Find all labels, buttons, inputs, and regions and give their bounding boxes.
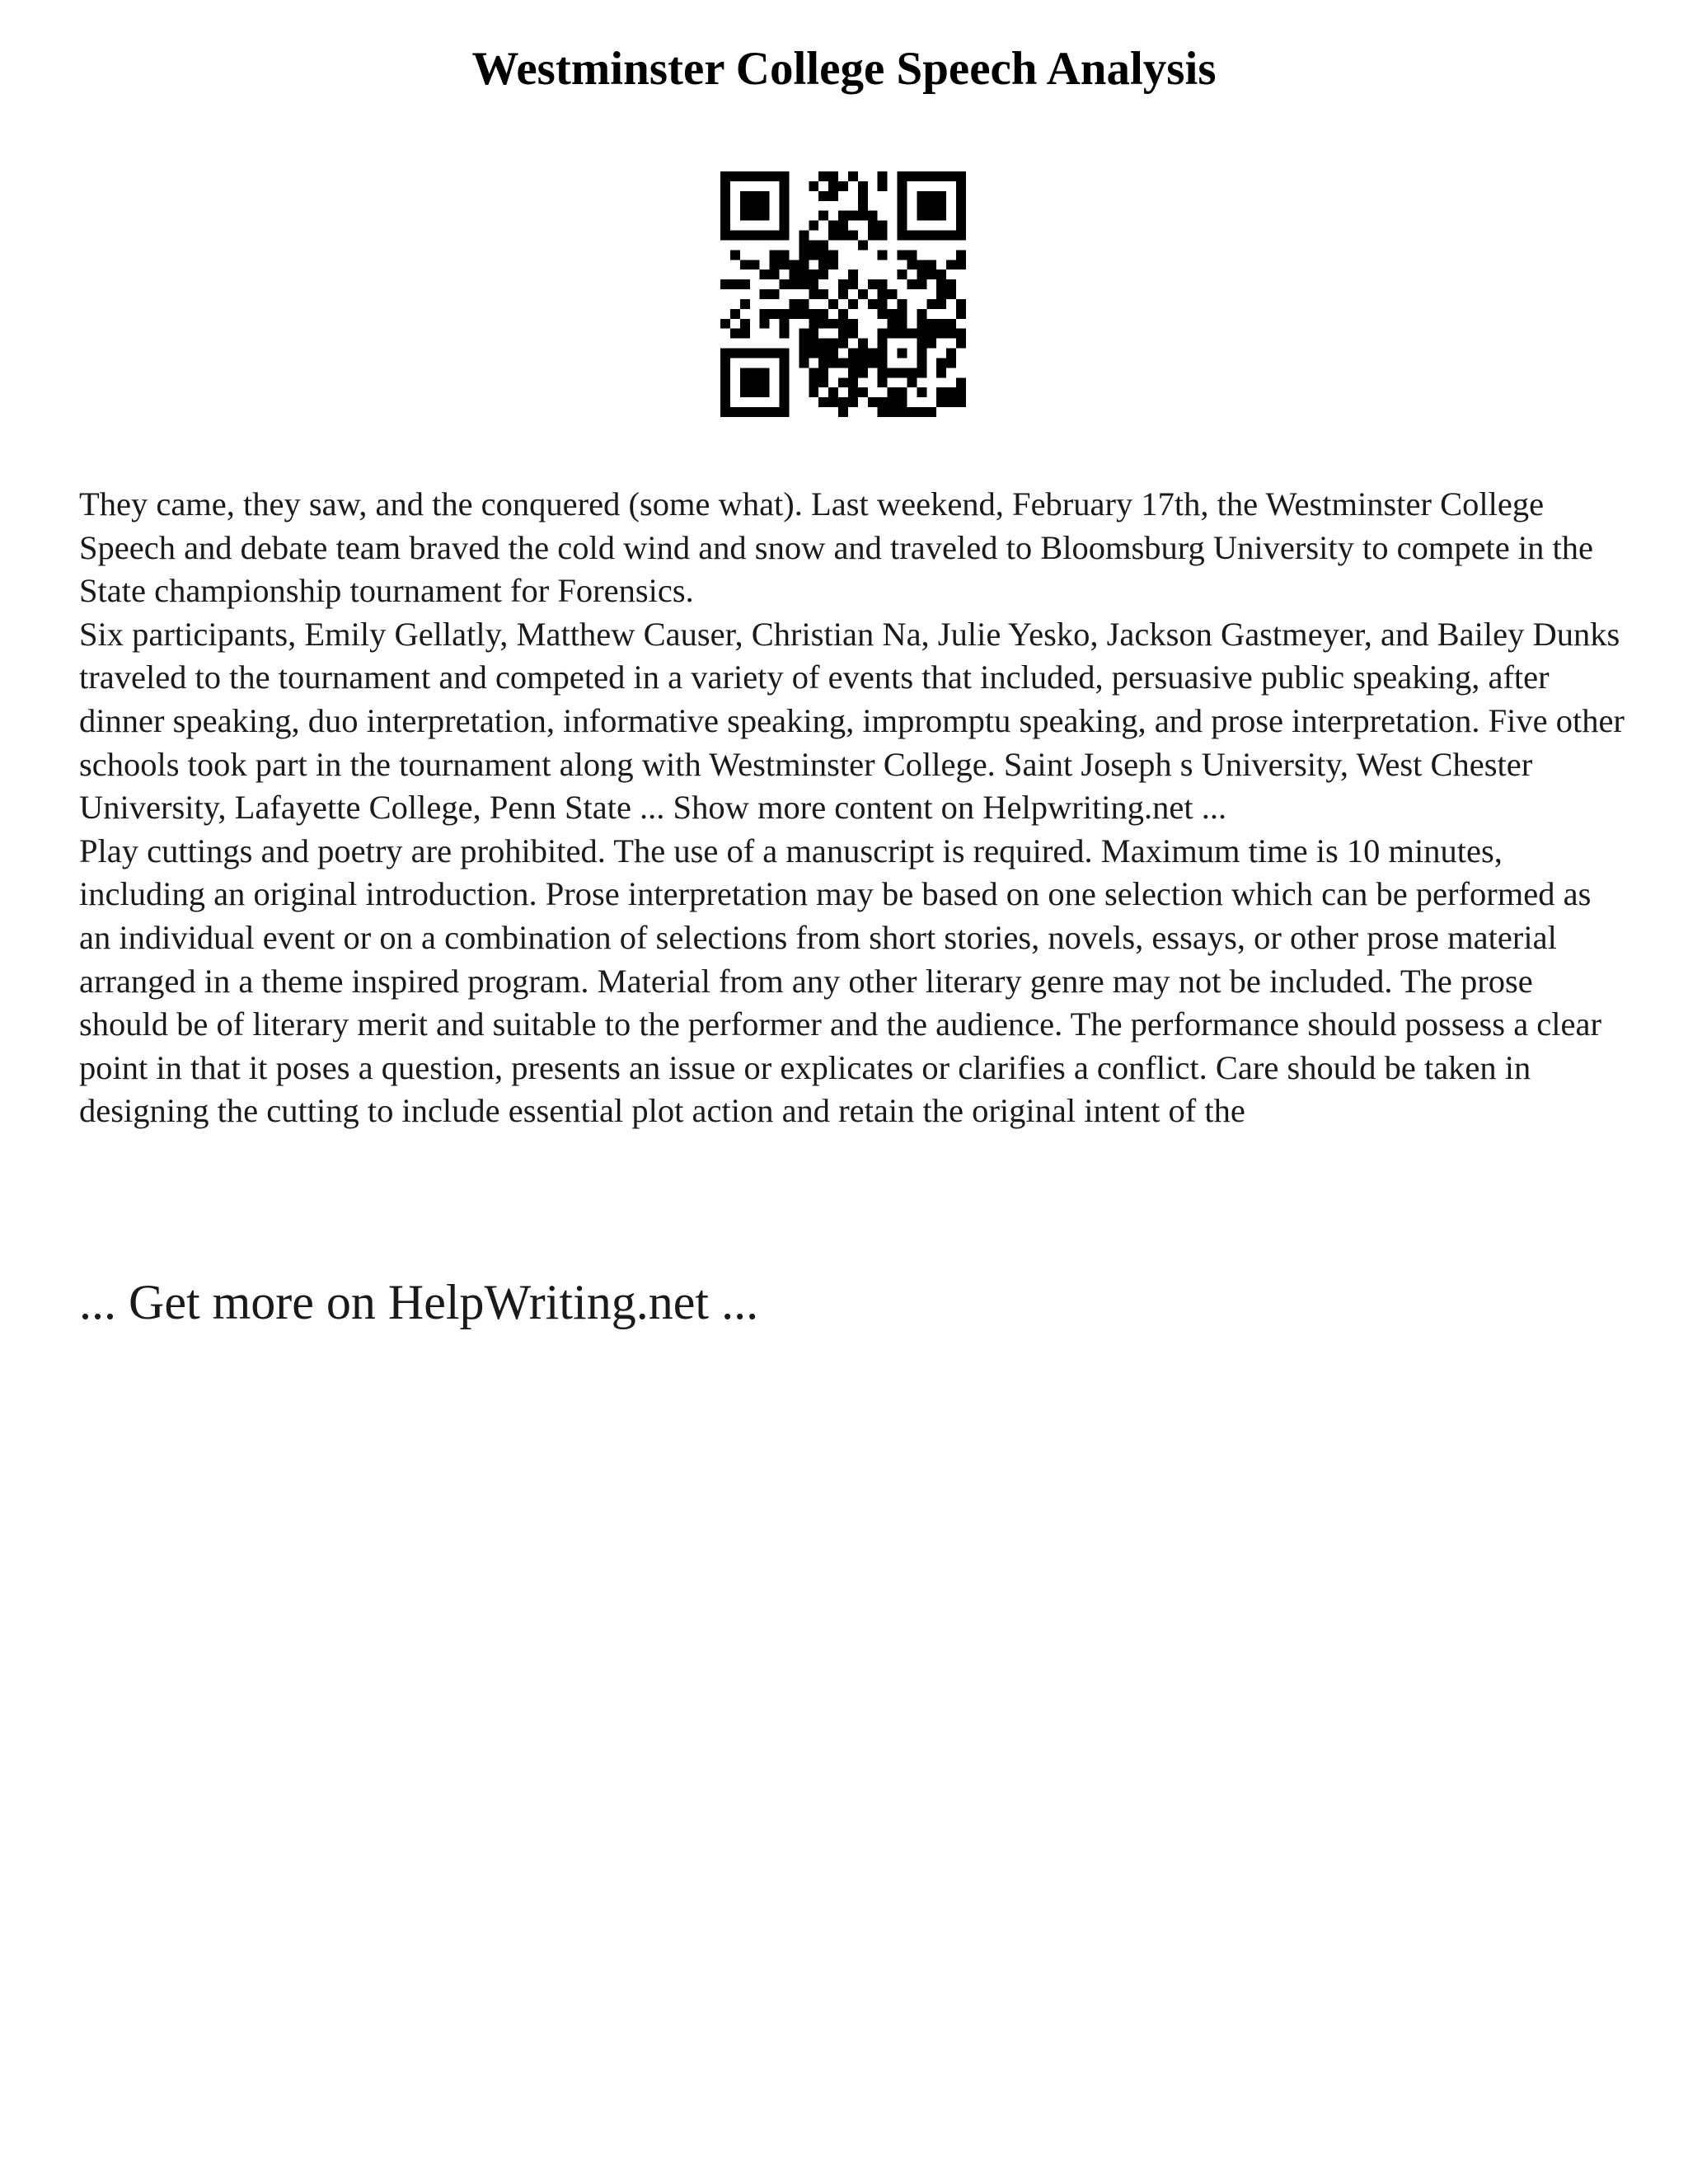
get-more-link[interactable]: ... Get more on HelpWriting.net ... [79, 1275, 759, 1329]
paragraph: Six participants, Emily Gellatly, Matthew Causer, Christian Na, Julie Yesko, Jackson Gastmeyer, and Bailey Dunks traveled to the tournament and competed in a variety of events that included, persuasive public speaking, after dinner speaking, duo interpretation, informative speaking, impromptu speaking, and prose interpretation. Five other schools took part in the tournament along with Westminster College. Saint Joseph s University, West Chester University, Lafayette College, Penn State ... Show more content on Helpwriting.net ... [79, 615, 1625, 827]
paragraph: They came, they saw, and the conquered (some what). Last weekend, February 17th, the Westminster College Speech and debate team braved the cold wind and snow and traveled to Bloomsburg University to compete in the State championship tournament for Forensics. [79, 485, 1594, 610]
page-title: Westminster College Speech Analysis [471, 43, 1217, 95]
article-body [79, 483, 1629, 1133]
qr-code-icon [720, 171, 966, 417]
paragraph: Play cuttings and poetry are prohibited. The use of a manuscript is required. Maximum time is 10 minutes, including an original introduction. Prose interpretation may be based on one selection which can be performed as an individual event or on a combination of selections from short stories, novels, essays, or other prose material arranged in a theme inspired program. Material from any other literary genre may not be included. The prose should be of literary merit and suitable to the performer and the audience. The performance should possess a clear point in that it poses a question, presents an issue or explicates or clarifies a conflict. Care should be taken in designing the cutting to include essential plot action and retain the original intent of the [79, 832, 1601, 1130]
